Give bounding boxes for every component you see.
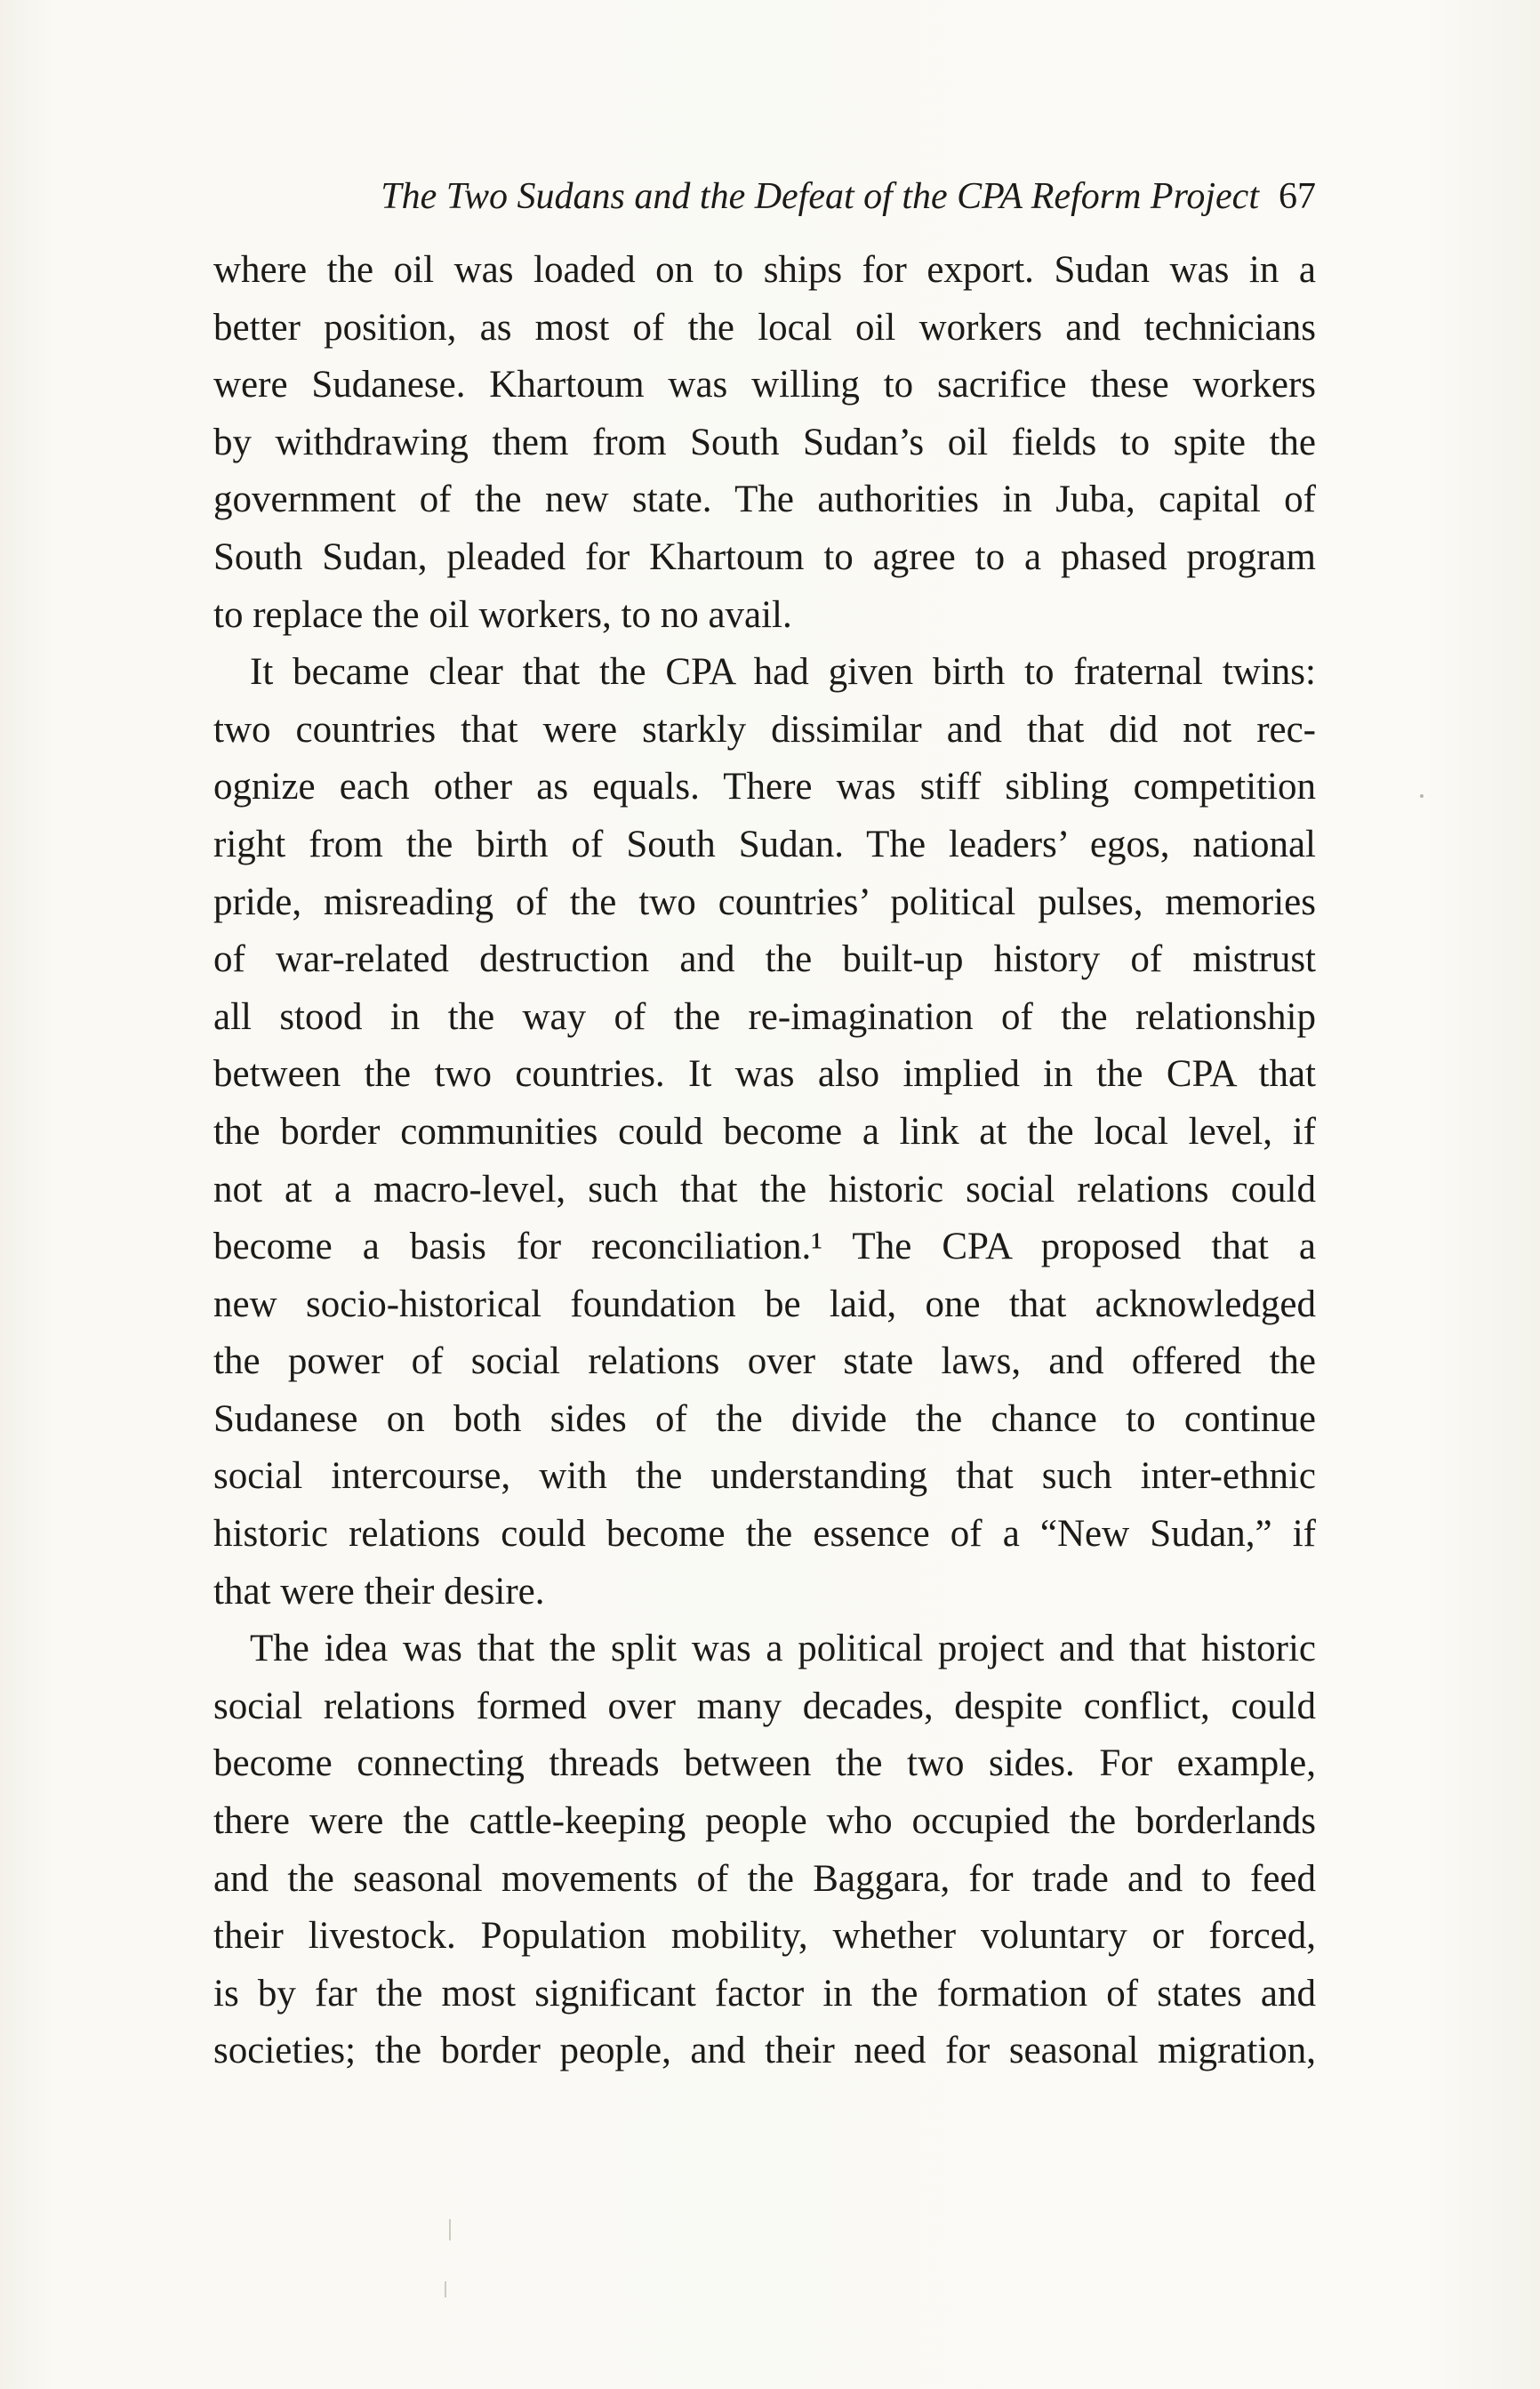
text-line: become connecting threads between the two sides. For example, [213, 1742, 1316, 1785]
text-line: and the seasonal movements of the Baggara, for trade and to feed [213, 1857, 1316, 1900]
text-line: the power of social relations over state laws, and offered the [213, 1340, 1316, 1383]
text-line: ognize each other as equals. There was stiff sibling competition [213, 766, 1316, 808]
text-line: right from the birth of South Sudan. The leaders’ egos, national [213, 823, 1316, 865]
text-line: The idea was that the split was a political project and that historic [250, 1628, 1316, 1670]
text-line: by withdrawing them from South Sudan’s oil fields to spite the [213, 421, 1316, 463]
running-head-title: The Two Sudans and the Defeat of the CPA Reform Project [381, 176, 1259, 217]
text-line: all stood in the way of the re-imagination of the relationship [213, 995, 1316, 1038]
text-line: the border communities could become a link at the local level, if [213, 1110, 1316, 1153]
text-line: their livestock. Population mobility, whether voluntary or forced, [213, 1915, 1316, 1958]
paragraph [213, 644, 1316, 1621]
text-line: where the oil was loaded on to ships for export. Sudan was in a [213, 249, 1316, 291]
text-line: social relations formed over many decades, despite conflict, could [213, 1685, 1316, 1727]
text-line: new socio-historical foundation be laid, one that acknowledged [213, 1283, 1316, 1325]
text-line: societies; the border people, and their need for seasonal migration, [213, 2030, 1316, 2072]
text-line: better position, as most of the local oil workers and technicians [213, 306, 1316, 349]
text-line: of war-related destruction and the built-up history of mistrust [213, 938, 1316, 981]
text-line: pride, misreading of the two countries’ political pulses, memories [213, 881, 1316, 923]
running-head [213, 174, 1316, 219]
paragraph [213, 242, 1316, 644]
text-line: government of the new state. The authorities in Juba, capital of [213, 479, 1316, 521]
paper-mark [445, 2281, 446, 2297]
text-line: between the two countries. It was also implied in the CPA that [213, 1053, 1316, 1096]
body-text [213, 242, 1316, 2080]
text-line: that were their desire. [213, 1570, 545, 1613]
text-line: South Sudan, pleaded for Khartoum to agree to a phased program [213, 535, 1316, 578]
text-line: social intercourse, with the understanding that such inter-ethnic [213, 1455, 1316, 1498]
text-line: become a basis for reconciliation.¹ The CPA proposed that a [213, 1226, 1316, 1268]
text-line: not at a macro-level, such that the historic social relations could [213, 1168, 1316, 1211]
text-line: to replace the oil workers, to no avail. [213, 593, 792, 636]
paper-speck [1420, 794, 1424, 798]
text-line: It became clear that the CPA had given birth to fraternal twins: [250, 651, 1316, 694]
text-line: two countries that were starkly dissimilar and that did not rec- [213, 708, 1316, 751]
text-line: historic relations could become the essence of a “New Sudan,” if [213, 1513, 1316, 1556]
text-line: were Sudanese. Khartoum was willing to sacrifice these workers [213, 364, 1316, 406]
paragraph [213, 1621, 1316, 2080]
text-line: is by far the most significant factor in the formation of states and [213, 1972, 1316, 2015]
page-number: 67 [1279, 176, 1316, 217]
paper-mark [449, 2219, 451, 2240]
text-line: Sudanese on both sides of the divide the chance to continue [213, 1397, 1316, 1440]
text-line: there were the cattle-keeping people who occupied the borderlands [213, 1800, 1316, 1843]
